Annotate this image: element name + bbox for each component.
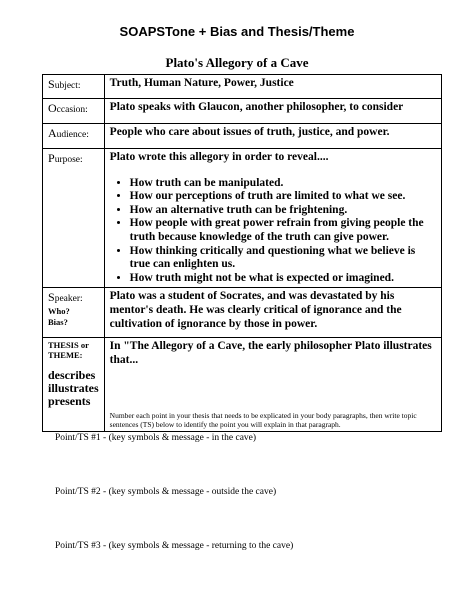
row-audience (43, 124, 442, 149)
purpose-bullet: • How truth might not be what is expected or imagined. (130, 272, 436, 286)
occasion-label-rest: ccasion: (56, 105, 88, 115)
point-ts-2: Point/TS #2 - (key symbols & message - outside the cave) (55, 487, 277, 497)
thesis-lead: In "The Allegory of a Cave, the early philosopher Plato illustrates that... (109, 340, 432, 366)
audience-label-rest: udience: (56, 130, 89, 140)
thesis-label-a: THESIS or (48, 340, 89, 351)
thesis-label (43, 338, 105, 431)
speaker-bias: Bias? (48, 317, 68, 328)
purpose-lead: Plato wrote this allegory in order to reveal.... (109, 151, 329, 163)
speaker-label-rest: peaker: (54, 294, 83, 305)
row-purpose (43, 149, 442, 288)
thesis-verbs (48, 369, 99, 408)
subject-label (43, 75, 105, 99)
subject-initial: S (48, 77, 55, 91)
row-speaker (43, 288, 442, 338)
purpose-label-rest: urpose: (54, 155, 83, 165)
soapstone-table (42, 74, 442, 432)
purpose-bullet: • How truth can be manipulated. (130, 177, 436, 191)
document-subtitle: Plato's Allegory of a Cave (165, 55, 309, 70)
occasion-label (43, 99, 105, 124)
occasion-initial: O (48, 101, 57, 115)
purpose-bullet: • How thinking critically and questioning what we believe is true can enlighten us. (130, 245, 436, 272)
speaker-label-main (48, 290, 99, 305)
thesis-value (104, 338, 441, 431)
purpose-bullet: • How an alternative truth can be frightening. (130, 204, 436, 218)
speaker-label (43, 288, 105, 338)
purpose-initial: P (48, 151, 55, 165)
occasion-value: Plato speaks with Glaucon, another philosopher, to consider (104, 99, 441, 124)
speaker-value: Plato was a student of Socrates, and was devastated by his mentor's death. He was clearly critical of ignorance and the cultivation of ignorance by those in power. (104, 288, 441, 338)
purpose-bullet: • How our perceptions of truth are limited to what we see. (130, 190, 436, 204)
point-ts-3: Point/TS #3 - (key symbols & message - returning to the cave) (55, 541, 294, 551)
row-occasion (43, 99, 442, 124)
purpose-bullet: • How people with great power refrain from giving people the truth because knowledge of the truth can give power. (130, 217, 436, 244)
audience-value: People who care about issues of truth, justice, and power. (104, 124, 441, 149)
speaker-initial: S (48, 290, 55, 305)
row-thesis (43, 338, 442, 431)
thesis-verb: illustrates (48, 381, 99, 396)
thesis-label-b: THEME: (48, 350, 83, 361)
purpose-bullet-list (110, 177, 436, 286)
thesis-note: Number each point in your thesis that needs to be explicated in your body paragraphs, then write topic sentences (TS) below to identify the point you will explain in that paragraph. (109, 410, 417, 429)
purpose-value (104, 149, 441, 288)
subject-label-rest: ubject: (54, 81, 81, 91)
row-subject (43, 75, 442, 99)
audience-initial: A (48, 126, 57, 140)
point-ts-1: Point/TS #1 - (key symbols & message - in the cave) (55, 433, 257, 443)
speaker-who: Who? (48, 306, 70, 317)
purpose-label (43, 149, 105, 288)
subject-value: Truth, Human Nature, Power, Justice (104, 75, 441, 99)
document-title: SOAPSTone + Bias and Thesis/Theme (119, 24, 355, 39)
thesis-verb: describes (48, 368, 96, 383)
thesis-verb: presents (48, 394, 91, 409)
audience-label (43, 124, 105, 149)
